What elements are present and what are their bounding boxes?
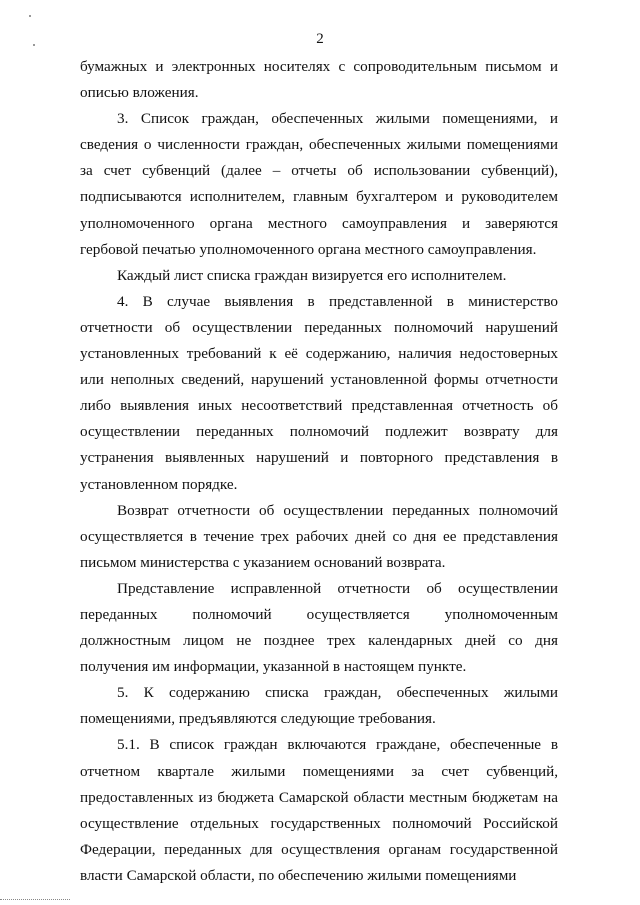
document-body: [80, 54, 558, 889]
paragraph-item-5-1: 5.1. В список граждан включаются граждане, обеспеченные в отчетном квартале жилыми помещениями за счет субвенций, предоставленных из бюджета Самарской области местным бюджетам на осуществление отдельных государственных полномочий Российской Федерации, переданных для осуществления органам государственной власти Самарской области, по обеспечению жилыми помещениями: [80, 736, 558, 884]
scan-speck: [29, 15, 31, 17]
paragraph-corrected: Представление исправленной отчетности об осуществлении переданных полномочий осуществляется уполномоченным должностным лицом не позднее трех календарных дней со дня получения им информации, указанной в настоящем пункте.: [80, 579, 558, 676]
paragraph-item-3: 3. Список граждан, обеспеченных жилыми помещениями, и сведения о численности граждан, обеспеченных жилыми помещениями за счет субвенций (далее – отчеты об использовании субвенций), подписываются исполнителем, главным бухгалтером и руководителем уполномоченного органа местного самоуправления и заверяются гербовой печатью уполномоченного органа местного самоуправления.: [80, 110, 558, 258]
page-number: 2: [316, 31, 324, 47]
paragraph-item-4: 4. В случае выявления в представленной в министерство отчетности об осуществлении переданных полномочий нарушений установленных требований к её содержанию, наличия недостоверных или неполных сведений, нарушений установленной формы отчетности либо выявления иных несоответствий представленная отчетность об осуществлении переданных полномочий подлежит возврату для устранения выявленных нарушений и повторного представления в установленном порядке.: [80, 292, 558, 493]
paragraph-each-sheet: Каждый лист списка граждан визируется его исполнителем.: [117, 266, 507, 284]
paragraph-continuation: бумажных и электронных носителях с сопроводительным письмом и описью вложения.: [80, 58, 558, 102]
scan-edge-mark: [0, 899, 70, 901]
paragraph-return: Возврат отчетности об осуществлении переданных полномочий осуществляется в течение трех рабочих дней со дня ее представления письмом министерства с указанием оснований возврата.: [80, 501, 558, 571]
paragraph-item-5: 5. К содержанию списка граждан, обеспеченных жилыми помещениями, предъявляются следующие требования.: [80, 684, 558, 728]
scan-speck: [33, 44, 35, 46]
